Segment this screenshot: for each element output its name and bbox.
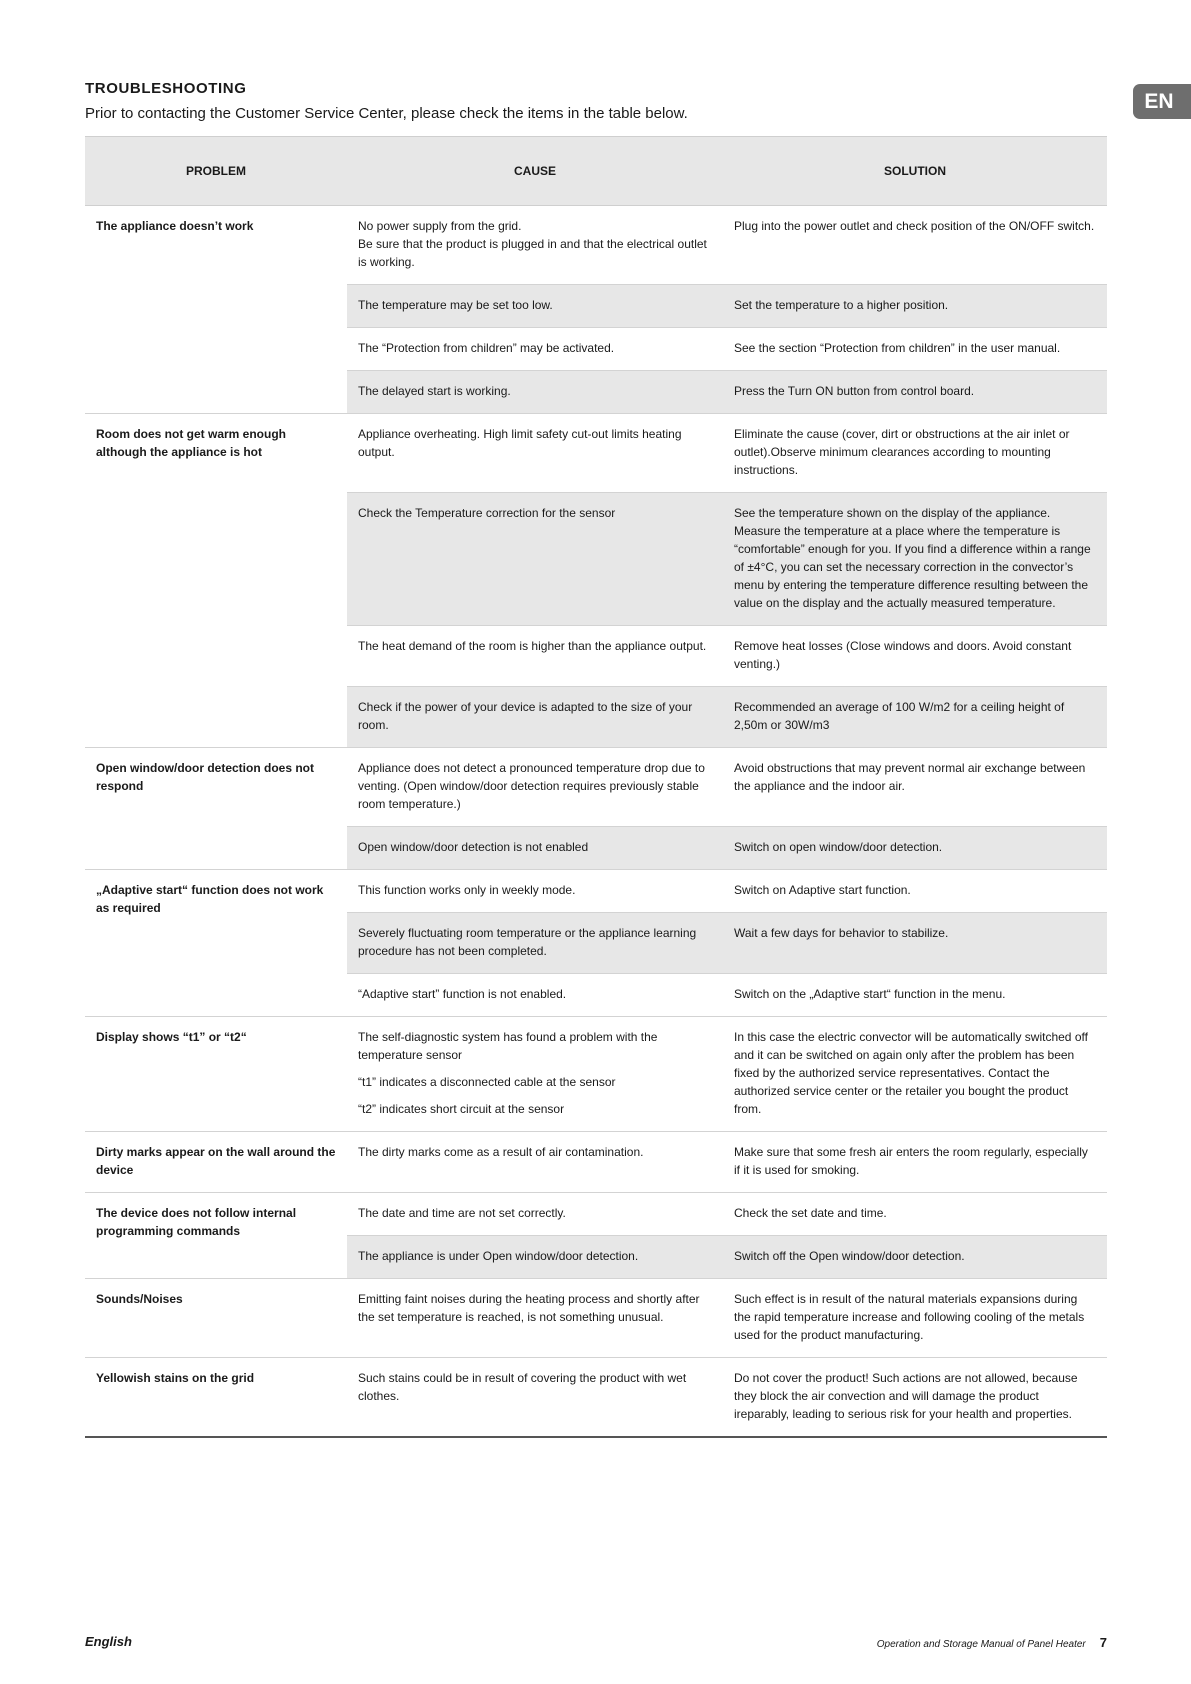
cause-cell — [347, 1017, 723, 1132]
cause-cell — [347, 285, 723, 328]
solution-cell: See the section “Protection from children” in the user manual. — [723, 328, 1107, 371]
cause-cell — [347, 1132, 723, 1193]
cause-line: Check the Temperature correction for the sensor — [358, 506, 616, 520]
table-body — [85, 206, 1107, 1438]
footer-language: English — [85, 1634, 132, 1649]
cause-line: Severely fluctuating room temperature or the appliance learning procedure has not been completed. — [358, 926, 697, 958]
problem-cell: Open window/door detection does not respond — [85, 748, 347, 870]
page-heading: TROUBLESHOOTING — [85, 80, 247, 97]
cause-cell — [347, 626, 723, 687]
solution-cell: Wait a few days for behavior to stabilize. — [723, 913, 1107, 974]
cause-cell — [347, 328, 723, 371]
page-number: 7 — [1099, 1635, 1107, 1650]
cause-line: The “Protection from children” may be activated. — [358, 341, 615, 355]
solution-cell: Switch on open window/door detection. — [723, 827, 1107, 870]
cause-cell — [347, 1358, 723, 1438]
cause-line: The delayed start is working. — [358, 384, 511, 398]
intro-text: Prior to contacting the Customer Service Center, please check the items in the table below. — [85, 105, 688, 122]
problem-cell: Dirty marks appear on the wall around the device — [85, 1132, 347, 1193]
cause-line: The temperature may be set too low. — [358, 298, 553, 312]
solution-cell: See the temperature shown on the display of the appliance. Measure the temperature at a place where the temperature is “comfortable” enough for you. If you find a difference within a range of ±4°C, you can set the necessary correction in the convector’s menu by entering the temperature difference resulting between the value on the display and the actually measured temperature. — [723, 493, 1107, 626]
table-row — [85, 1279, 1107, 1358]
problem-cell: Room does not get warm enough although the appliance is hot — [85, 414, 347, 748]
cause-cell — [347, 827, 723, 870]
table-row — [85, 748, 1107, 827]
footer-doc-title: Operation and Storage Manual of Panel Heater — [876, 1639, 1086, 1650]
table-row — [85, 414, 1107, 493]
cause-cell — [347, 748, 723, 827]
problem-cell: „Adaptive start“ function does not work as required — [85, 870, 347, 1017]
header-solution: SOLUTION — [723, 137, 1107, 206]
solution-cell: Such effect is in result of the natural materials expansions during the rapid temperature increase and following cooling of the metals used for the product manufacturing. — [723, 1279, 1107, 1358]
solution-cell: Set the temperature to a higher position. — [723, 285, 1107, 328]
cause-cell — [347, 687, 723, 748]
cause-line: No power supply from the grid. — [358, 219, 522, 233]
cause-line: The heat demand of the room is higher than the appliance output. — [358, 639, 707, 653]
table-row — [85, 1132, 1107, 1193]
cause-cell — [347, 414, 723, 493]
cause-cell — [347, 1279, 723, 1358]
solution-cell: In this case the electric convector will be automatically switched off and it can be switched on again only after the problem has been fixed by the authorized service representatives. Contact the authorized service center or the retailer you bought the product from. — [723, 1017, 1107, 1132]
problem-cell: The appliance doesn’t work — [85, 206, 347, 414]
solution-cell: Check the set date and time. — [723, 1193, 1107, 1236]
header-cause: CAUSE — [347, 137, 723, 206]
cause-cell — [347, 974, 723, 1017]
solution-cell: Make sure that some fresh air enters the room regularly, especially if it is used for smoking. — [723, 1132, 1107, 1193]
problem-cell: Yellowish stains on the grid — [85, 1358, 347, 1438]
solution-cell: Recommended an average of 100 W/m2 for a ceiling height of 2,50m or 30W/m3 — [723, 687, 1107, 748]
cause-line: Check if the power of your device is adapted to the size of your room. — [358, 700, 693, 732]
cause-line: Be sure that the product is plugged in and that the electrical outlet is working. — [358, 237, 707, 269]
cause-line: Appliance does not detect a pronounced temperature drop due to venting. (Open window/door detection requires previously stable room temperature.) — [358, 761, 705, 811]
cause-line: “Adaptive start” function is not enabled. — [358, 987, 567, 1001]
cause-line: “t2” indicates short circuit at the sensor — [358, 1102, 565, 1116]
solution-cell: Remove heat losses (Close windows and doors. Avoid constant venting.) — [723, 626, 1107, 687]
problem-cell: Sounds/Noises — [85, 1279, 347, 1358]
table-row — [85, 870, 1107, 913]
problem-cell: Display shows “t1” or “t2“ — [85, 1017, 347, 1132]
cause-cell — [347, 206, 723, 285]
problem-cell: The device does not follow internal programming commands — [85, 1193, 347, 1279]
solution-cell: Press the Turn ON button from control board. — [723, 371, 1107, 414]
solution-cell: Do not cover the product! Such actions are not allowed, because they block the air convection and will damage the product ireparably, leading to serious risk for your health and properties. — [723, 1358, 1107, 1438]
table-row — [85, 1193, 1107, 1236]
solution-cell: Plug into the power outlet and check position of the ON/OFF switch. — [723, 206, 1107, 285]
solution-cell: Switch on the „Adaptive start“ function in the menu. — [723, 974, 1107, 1017]
troubleshooting-table — [85, 136, 1107, 1438]
solution-cell: Switch on Adaptive start function. — [723, 870, 1107, 913]
solution-cell: Switch off the Open window/door detection. — [723, 1236, 1107, 1279]
cause-line: Such stains could be in result of covering the product with wet clothes. — [358, 1371, 687, 1403]
cause-cell — [347, 1193, 723, 1236]
cause-line: Open window/door detection is not enabled — [358, 840, 589, 854]
cause-line: The date and time are not set correctly. — [358, 1206, 566, 1220]
cause-line: “t1” indicates a disconnected cable at the sensor — [358, 1075, 616, 1089]
table-row — [85, 206, 1107, 285]
table-header-row — [85, 137, 1107, 206]
table-row — [85, 1017, 1107, 1132]
cause-line: The dirty marks come as a result of air contamination. — [358, 1145, 644, 1159]
cause-line: The appliance is under Open window/door detection. — [358, 1249, 639, 1263]
table-row — [85, 1358, 1107, 1438]
header-problem: PROBLEM — [85, 137, 347, 206]
cause-line: Appliance overheating. High limit safety cut-out limits heating output. — [358, 427, 682, 459]
cause-line: The self-diagnostic system has found a problem with the temperature sensor — [358, 1030, 658, 1062]
solution-cell: Eliminate the cause (cover, dirt or obstructions at the air inlet or outlet).Observe minimum clearances according to mounting instructions. — [723, 414, 1107, 493]
footer-right — [877, 1635, 1107, 1650]
cause-cell — [347, 913, 723, 974]
language-badge: EN — [1133, 84, 1191, 119]
cause-cell — [347, 870, 723, 913]
cause-line: Emitting faint noises during the heating process and shortly after the set temperature is reached, is not something unusual. — [358, 1292, 700, 1324]
solution-cell: Avoid obstructions that may prevent normal air exchange between the appliance and the indoor air. — [723, 748, 1107, 827]
cause-cell — [347, 371, 723, 414]
cause-cell — [347, 493, 723, 626]
cause-cell — [347, 1236, 723, 1279]
cause-line: This function works only in weekly mode. — [358, 883, 576, 897]
